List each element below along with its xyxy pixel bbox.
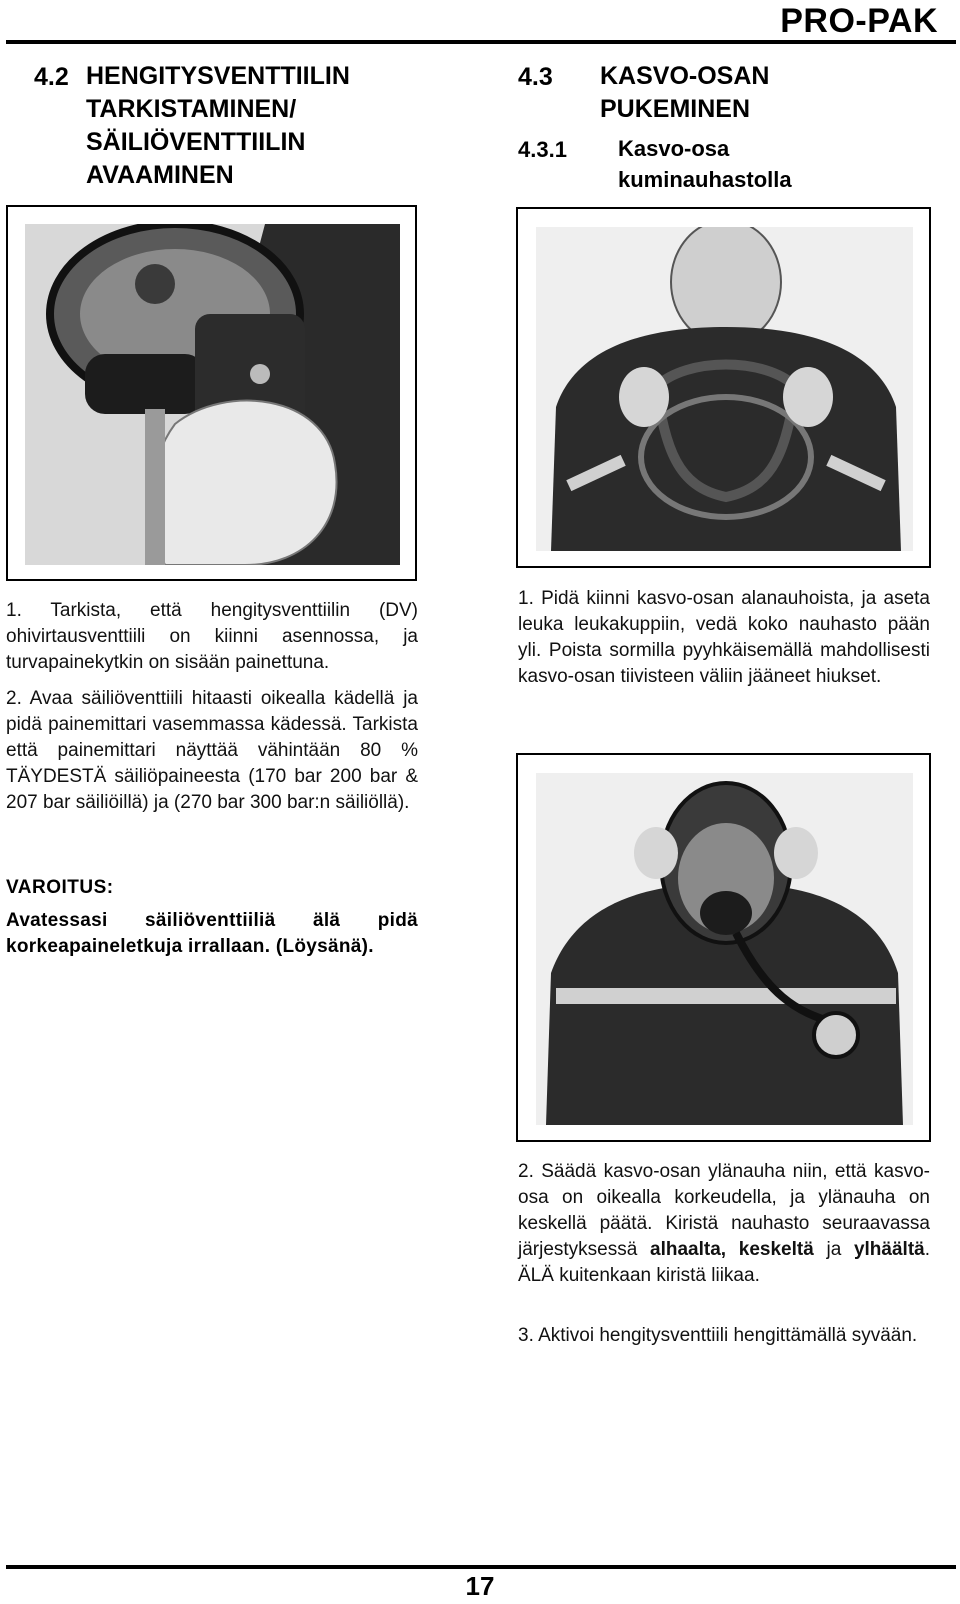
brand-logo-text: PRO-PAK: [780, 2, 938, 40]
page-number: 17: [465, 1571, 495, 1601]
section-title-line: PUKEMINEN: [600, 95, 751, 123]
subsection-title-4-3-1: [618, 133, 792, 195]
right-step-3: 3. Aktivoi hengitysventtiili hengittämällä syvään.: [518, 1325, 918, 1346]
section-title-4-3: [600, 60, 769, 126]
step-2-separator: [726, 1239, 739, 1260]
photo-illustration: [536, 773, 913, 1125]
order-top: ylhäältä: [853, 1239, 925, 1260]
section-title-line: SÄILIÖVENTTIILIN: [86, 128, 306, 156]
step-2-text-end: . ÄLÄ kuitenkaan kiristä liikaa.: [518, 1239, 930, 1286]
section-title-line: KASVO-OSAN: [600, 62, 770, 90]
photo-frame-mask-on: [516, 753, 931, 1142]
photo-illustration: [536, 227, 913, 551]
warning-heading: VAROITUS:: [6, 877, 114, 898]
footer-rule: [6, 1565, 956, 1569]
subsection-number-4-3-1: 4.3.1: [518, 137, 567, 162]
right-step-2: [518, 1159, 930, 1289]
photo-frame-valve: [6, 205, 417, 581]
section-number-4-3: 4.3: [518, 63, 553, 91]
photo-frame-harness: [516, 207, 931, 568]
section-title-line: AVAAMINEN: [86, 161, 234, 189]
photo-man-adjusting-mask: [536, 773, 913, 1125]
section-number-4-2: 4.2: [34, 63, 69, 91]
order-bottom: alhaalta,: [650, 1239, 727, 1260]
subsection-title-line: kuminauhastolla: [618, 167, 792, 192]
header-rule: [6, 40, 956, 44]
right-step-1: 1. Pidä kiinni kasvo-osan alanauhoista, ja aseta leuka leukakuppiin, vedä koko nauhasto pään yli. Poista sormilla pyyhkäisemällä mahdollisesti kasvo-osan tiivisteen väliin jääneet hiukset.: [518, 588, 930, 687]
section-title-4-2: [86, 60, 350, 192]
left-instructions: [6, 598, 418, 816]
left-step-1: 1. Tarkista, että hengitysventtiilin (DV) ohivirtausventtiili on kiinni asennossa, ja turvapainekytkin on sisään painettuna.: [6, 600, 418, 673]
step-2-text: 2. Säädä kasvo-osan ylänauha niin, että kasvo-osa on oikealla korkeudella, ja ylänauha on keskellä päätä. Kiristä nauhasto seuraavassa järjestyksessä: [518, 1161, 930, 1260]
photo-illustration: [25, 224, 400, 565]
photo-man-holding-harness: [536, 227, 913, 551]
order-middle: keskeltä: [738, 1239, 814, 1260]
photo-hand-opening-valve: [25, 224, 400, 565]
subsection-title-line: Kasvo-osa: [618, 136, 730, 161]
step-2-separator: ja: [813, 1239, 854, 1260]
section-title-line: HENGITYSVENTTIILIN: [86, 62, 350, 90]
left-step-2: 2. Avaa säiliöventtiili hitaasti oikealla kädellä ja pidä painemittari vasemmassa kädessä. Tarkista että painemittari näyttää vähintään 80 % TÄYDESTÄ säiliöpaineesta (170 bar 200 bar & 207 bar säiliöillä) ja (270 bar 300 bar:n säiliöllä).: [6, 688, 418, 813]
warning-text: Avatessasi säiliöventtiiliä älä pidä korkeapaineletkuja irrallaan. (Löysänä).: [6, 910, 418, 957]
section-title-line: TARKISTAMINEN/: [86, 95, 297, 123]
